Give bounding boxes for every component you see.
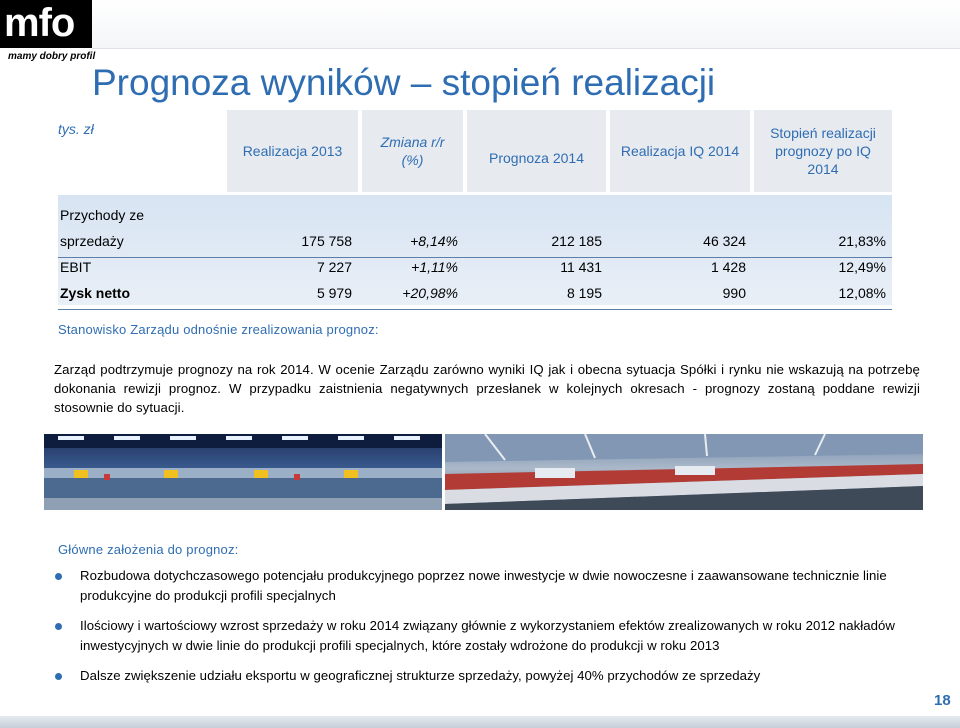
table-row-group-label	[58, 207, 892, 231]
page-number: 18	[934, 692, 951, 709]
cell-realizacja-iq-2014: 1 428	[710, 259, 746, 275]
header-band	[92, 0, 960, 49]
row-label: EBIT	[60, 259, 92, 275]
logo-tagline: mamy dobry profil	[8, 51, 96, 62]
col-header-realizacja-iq-2014	[610, 110, 750, 192]
board-section-text: Zarząd podtrzymuje prognozy na rok 2014. W ocenie Zarządu zarówno wyniki IQ jak i obecna sytuacja Spółki i rynku nie wskazują na potrzebę dokonania rewizji prognoz. W przypadku zaistnienia negatywnych przesłanek w kolejnych okresach - prognozy zostaną poddane rewizji stosownie do sytuacji.	[54, 362, 920, 415]
board-section-heading: Stanowisko Zarządu odnośnie zrealizowania prognoz:	[58, 322, 379, 337]
list-item-text: Ilościowy i wartościowy wzrost sprzedaży w roku 2014 związany głównie z wykorzystaniem efektów zrealizowanych w roku 2012 nakładów inwestycyjnych w dwie linie do produkcji profili specjalnych, które zostały wdrożone do produkcji w roku 2013	[80, 618, 895, 653]
row-label: Zysk netto	[60, 285, 131, 301]
list-item	[48, 666, 928, 686]
table-units: tys. zł	[58, 121, 94, 137]
table-row	[58, 233, 892, 258]
list-item	[48, 566, 928, 606]
row-label: Przychody ze	[60, 207, 145, 223]
bullet-icon	[55, 573, 62, 580]
assumptions-list	[48, 566, 928, 696]
page-title: Prognoza wyników – stopień realizacji	[92, 62, 716, 103]
logo-text: mfo	[4, 1, 75, 45]
cell-zmiana: +1,11%	[411, 259, 458, 275]
col-header-realizacja-2013	[227, 110, 358, 192]
col-header-label: Realizacja IQ 2014	[620, 143, 740, 159]
cell-prognoza-2014: 8 195	[566, 285, 602, 301]
footer-band	[0, 716, 960, 728]
bullet-icon	[55, 623, 62, 630]
col-header-zmiana	[362, 110, 463, 192]
col-header-stopien-realizacji	[754, 110, 892, 192]
col-header-label: Prognoza 2014	[489, 150, 584, 166]
cell-zmiana: +20,98%	[402, 285, 458, 301]
col-header-label: Zmiana r/r (%)	[380, 134, 445, 168]
cell-zmiana: +8,14%	[410, 233, 458, 249]
cell-realizacja-2013: 5 979	[316, 285, 352, 301]
cell-realizacja-2013: 7 227	[316, 259, 352, 275]
row-label: sprzedaży	[60, 233, 124, 249]
cell-prognoza-2014: 212 185	[551, 233, 602, 249]
cell-stopien: 21,83%	[838, 233, 886, 249]
cell-realizacja-2013: 175 758	[301, 233, 352, 249]
col-header-prognoza-2014	[467, 110, 606, 192]
company-logo	[0, 0, 96, 48]
list-item	[48, 616, 928, 656]
factory-photo-left	[44, 434, 442, 510]
list-item-text: Rozbudowa dotychczasowego potencjału produkcyjnego poprzez nowe inwestycje w dwie nowoczesne i zaawansowane technicznie linie produkcyjne do produkcji profili specjalnych	[80, 568, 887, 603]
cell-stopien: 12,08%	[838, 285, 886, 301]
assumptions-heading: Główne założenia do prognoz:	[58, 542, 239, 557]
col-header-label: Stopień realizacji prognozy po IQ 2014	[770, 125, 876, 177]
bullet-icon	[55, 673, 62, 680]
factory-photo-right	[445, 434, 923, 510]
col-header-label: Realizacja 2013	[242, 143, 343, 159]
cell-prognoza-2014: 11 431	[560, 259, 602, 275]
table-row	[58, 285, 892, 310]
cell-stopien: 12,49%	[838, 259, 886, 275]
cell-realizacja-iq-2014: 990	[722, 285, 746, 301]
list-item-text: Dalsze zwiększenie udziału eksportu w geograficznej strukturze sprzedaży, powyżej 40% przychodów ze sprzedaży	[80, 668, 761, 683]
cell-realizacja-iq-2014: 46 324	[703, 233, 746, 249]
table-row	[58, 259, 892, 283]
